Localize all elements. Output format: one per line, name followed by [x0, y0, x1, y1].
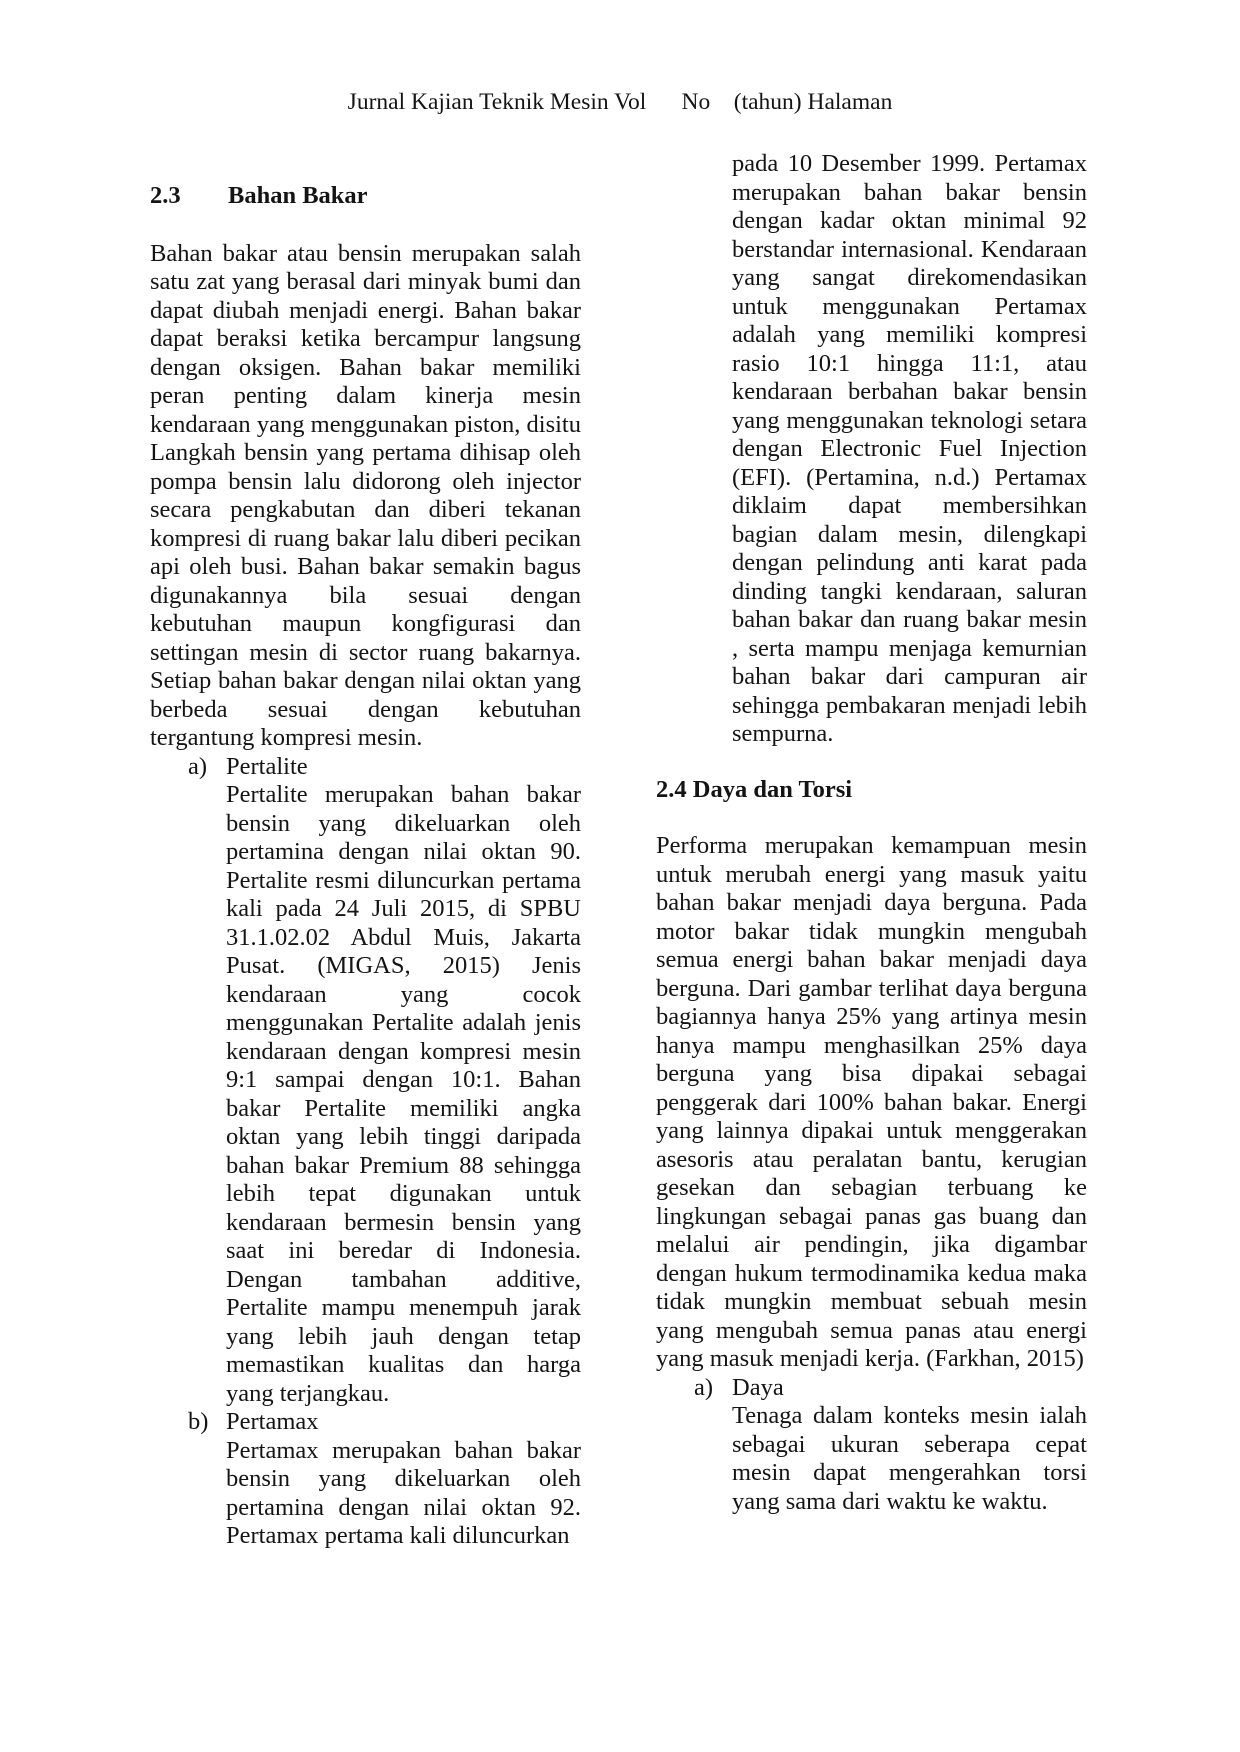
list-item-title-pertalite: Pertalite	[226, 752, 308, 780]
left-column	[150, 150, 581, 1551]
right-column	[656, 150, 1087, 1551]
list-item-body-daya: Tenaga dalam konteks mesin ialah sebagai ukuran seberapa cepat mesin dapat mengerahkan torsi yang sama dari waktu ke waktu.	[732, 1402, 1087, 1515]
list-item-pertalite	[150, 753, 581, 1409]
list-item-body-pertalite: Pertalite merupakan bahan bakar bensin yang dikeluarkan oleh pertamina dengan nilai oktan 90. Pertalite resmi diluncurkan pertama kali pada 24 Juli 2015, di SPBU 31.1.02.02 Abdul Muis, Jakarta Pusat. (MIGAS, 2015) Jenis kendaraan yang cocok menggunakan Pertalite adalah jenis kendaraan dengan kompresi mesin 9:1 sampai dengan 10:1. Bahan bakar Pertalite memiliki angka oktan yang lebih tinggi daripada bahan bakar Premium 88 sehingga lebih tepat digunakan untuk kendaraan bermesin bensin yang saat ini beredar di Indonesia. Dengan tambahan additive, Pertalite mampu menempuh jarak yang lebih jauh dengan tetap memastikan kualitas dan harga yang terjangkau.	[226, 781, 581, 1407]
list-item-pertamax	[150, 1408, 581, 1551]
list-item-daya	[656, 1374, 1087, 1517]
body-paragraph-fuel: Bahan bakar atau bensin merupakan salah satu zat yang berasal dari minyak bumi dan dapat diubah menjadi energi. Bahan bakar dapat beraksi ketika bercampur langsung dengan oksigen. Bahan bakar memiliki peran penting dalam kinerja mesin kendaraan yang menggunakan piston, disitu Langkah bensin yang pertama dihisap oleh pompa bensin lalu didorong oleh injector secara pengkabutan dan diberi tekanan kompresi di ruang bakar lalu diberi pecikan api oleh busi. Bahan bakar semakin bagus digunakannya bila sesuai dengan kebutuhan maupun kongfigurasi dan settingan mesin di sector ruang bakarnya. Setiap bahan bakar dengan nilai oktan yang berbeda sesuai dengan kebutuhan tergantung kompresi mesin.	[150, 239, 581, 751]
section-heading-2-3	[150, 182, 581, 211]
list-marker-b: b)	[188, 1408, 209, 1435]
list-marker-a: a)	[694, 1373, 714, 1401]
section-title: Bahan Bakar	[228, 182, 368, 209]
section-number: 2.3	[150, 182, 181, 209]
list-item-title-pertamax: Pertamax	[226, 1408, 319, 1435]
body-paragraph-performance: Performa merupakan kemampuan mesin untuk merubah energi yang masuk yaitu bahan bakar menjadi daya berguna. Pada motor bakar tidak mungkin mengubah semua energi bahan bakar menjadi daya berguna. Dari gambar terlihat daya berguna bagiannya hanya 25% yang artinya mesin hanya mampu menghasilkan 25% daya berguna yang bisa dipakai sebagai penggerak dari 100% bahan bakar. Energi yang lainnya dipakai untuk menggerakan asesoris atau peralatan bantu, kerugian gesekan dan sebagian terbuang ke lingkungan sebagai panas gas buang dan melalui air pendingin, jika digambar dengan hukum termodinamika kedua maka tidak mungkin membuat sebuah mesin yang mengubah semua panas atau energi yang masuk menjadi kerja. (Farkhan, 2015)	[656, 832, 1087, 1372]
two-column-layout	[150, 150, 1087, 1551]
list-item-body-pertamax: Pertamax merupakan bahan bakar bensin yang dikeluarkan oleh pertamina dengan nilai oktan 92. Pertamax pertama kali diluncurkan	[226, 1436, 581, 1549]
journal-running-header: Jurnal Kajian Teknik Mesin Vol No (tahun) Halaman	[347, 89, 893, 115]
list-item-title-daya: Daya	[732, 1373, 784, 1401]
continuation-paragraph-pertamax: pada 10 Desember 1999. Pertamax merupakan bahan bakar bensin dengan kadar oktan minimal 92 berstandar internasional. Kendaraan yang sangat direkomendasikan untuk menggunakan Pertamax adalah yang memiliki kompresi rasio 10:1 hingga 11:1, atau kendaraan berbahan bakar bensin yang menggunakan teknologi setara dengan Electronic Fuel Injection (EFI). (Pertamina, n.d.) Pertamax diklaim dapat membersihkan bagian dalam mesin, dilengkapi dengan pelindung anti karat pada dinding tangki kendaraan, saluran bahan bakar dan ruang bakar mesin , serta mampu menjaga kemurnian bahan bakar dari campuran air sehingga pembakaran menjadi lebih sempurna.	[732, 150, 1087, 747]
section-heading-2-4: 2.4 Daya dan Torsi	[656, 775, 853, 803]
list-marker-a: a)	[188, 752, 208, 780]
